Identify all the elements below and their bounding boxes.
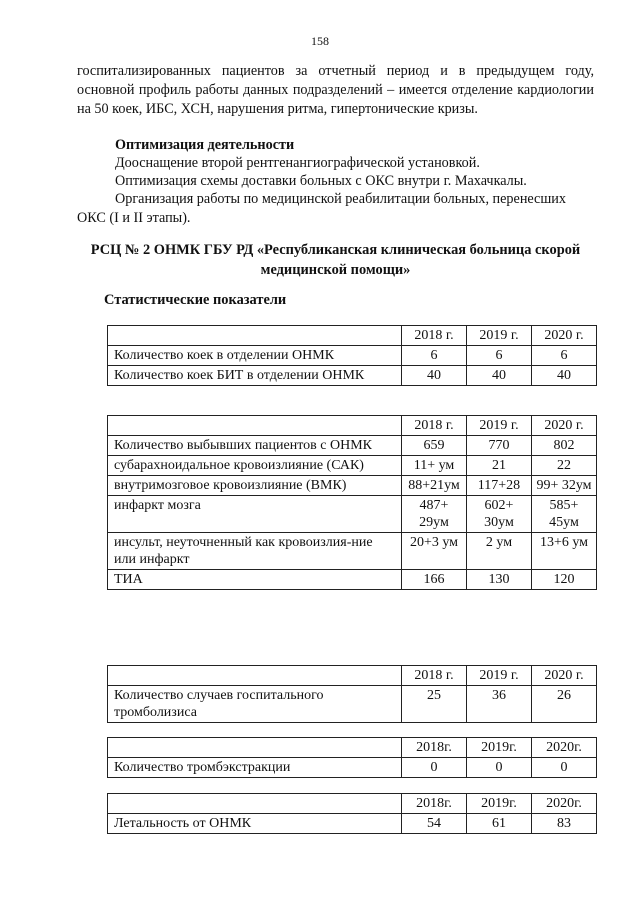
header-year-cell: 2019г. [467, 738, 532, 758]
row-value: 36 [467, 686, 532, 723]
row-label: субарахноидальное кровоизлияние (САК) [108, 456, 402, 476]
row-value: 99+ 32ум [532, 476, 597, 496]
header-year-cell: 2018 г. [402, 666, 467, 686]
table-row [108, 686, 597, 723]
row-value: 0 [402, 758, 467, 778]
header-year-cell: 2019г. [467, 794, 532, 814]
row-value: 585+ 45ум [532, 496, 597, 533]
table-row [108, 476, 597, 496]
table-row [108, 496, 597, 533]
row-value: 22 [532, 456, 597, 476]
thrombolysis-table [107, 665, 597, 723]
table-header-row [108, 666, 597, 686]
row-value: 117+28 [467, 476, 532, 496]
row-value: 487+ 29ум [402, 496, 467, 533]
header-year-cell: 2020г. [532, 794, 597, 814]
optimization-item: Организация работы по медицинской реабилитации больных, перенесших ОКС (I и II этапы). [77, 191, 566, 226]
discharged-table [107, 415, 597, 590]
header-year-cell: 2018 г. [402, 416, 467, 436]
row-label: Количество коек в отделении ОНМК [108, 346, 402, 366]
row-label: Количество тромбэкстракции [108, 758, 402, 778]
beds-table [107, 325, 597, 386]
table-header-row [108, 326, 597, 346]
row-value: 166 [402, 570, 467, 590]
row-value: 770 [467, 436, 532, 456]
thrombectomy-table [107, 737, 597, 778]
row-value: 6 [467, 346, 532, 366]
row-value: 11+ ум [402, 456, 467, 476]
row-value: 802 [532, 436, 597, 456]
row-value: 0 [467, 758, 532, 778]
page-number: 158 [311, 34, 329, 48]
row-value: 6 [402, 346, 467, 366]
table-row [108, 814, 597, 834]
row-value: 40 [402, 366, 467, 386]
row-value: 40 [532, 366, 597, 386]
row-value: 13+6 ум [532, 533, 597, 570]
row-value: 120 [532, 570, 597, 590]
optimization-item: Оптимизация схемы доставки больных с ОКС внутри г. Махачкалы. [115, 173, 527, 189]
header-empty-cell [108, 738, 402, 758]
row-value: 21 [467, 456, 532, 476]
row-value: 659 [402, 436, 467, 456]
row-label: Количество коек БИТ в отделении ОНМК [108, 366, 402, 386]
table-row [108, 366, 597, 386]
row-label: Летальность от ОНМК [108, 814, 402, 834]
row-value: 2 ум [467, 533, 532, 570]
row-value: 130 [467, 570, 532, 590]
row-value: 0 [532, 758, 597, 778]
header-year-cell: 2020г. [532, 738, 597, 758]
row-value: 20+3 ум [402, 533, 467, 570]
row-label: ТИА [108, 570, 402, 590]
row-value: 26 [532, 686, 597, 723]
row-label: Количество случаев госпитального тромболизиса [108, 686, 402, 723]
header-year-cell: 2018 г. [402, 326, 467, 346]
header-empty-cell [108, 416, 402, 436]
optimization-item: Дооснащение второй рентгенангиографической установкой. [115, 155, 480, 171]
header-year-cell: 2019 г. [467, 326, 532, 346]
table-row [108, 456, 597, 476]
header-year-cell: 2020 г. [532, 326, 597, 346]
table-header-row [108, 416, 597, 436]
header-year-cell: 2018г. [402, 738, 467, 758]
row-value: 83 [532, 814, 597, 834]
table-row [108, 533, 597, 570]
intro-paragraph: госпитализированных пациентов за отчетный период и в предыдущем году, основной профиль работы данных подразделений – имеется отделение кардиологии на 50 коек, ИБС, ХСН, нарушения ритма, гипертонические кризы. [77, 63, 594, 117]
row-value: 25 [402, 686, 467, 723]
header-empty-cell [108, 326, 402, 346]
header-year-cell: 2020 г. [532, 666, 597, 686]
row-value: 40 [467, 366, 532, 386]
header-year-cell: 2019 г. [467, 416, 532, 436]
row-value: 88+21ум [402, 476, 467, 496]
stats-heading: Статистические показатели [104, 292, 287, 308]
table-row [108, 570, 597, 590]
row-label: инсульт, неуточненный как кровоизлия-ние или инфаркт [108, 533, 402, 570]
row-label: Количество выбывших пациентов с ОНМК [108, 436, 402, 456]
table-header-row [108, 738, 597, 758]
header-empty-cell [108, 666, 402, 686]
row-value: 602+ 30ум [467, 496, 532, 533]
table-row [108, 758, 597, 778]
header-year-cell: 2019 г. [467, 666, 532, 686]
table-row [108, 436, 597, 456]
optimization-title: Оптимизация деятельности [115, 137, 295, 153]
row-label: инфаркт мозга [108, 496, 402, 533]
row-value: 6 [532, 346, 597, 366]
row-value: 61 [467, 814, 532, 834]
header-year-cell: 2020 г. [532, 416, 597, 436]
section-heading: РСЦ № 2 ОНМК ГБУ РД «Республиканская клиническая больница скорой медицинской помощи» [90, 242, 581, 278]
row-value: 54 [402, 814, 467, 834]
header-year-cell: 2018г. [402, 794, 467, 814]
mortality-table [107, 793, 597, 834]
table-row [108, 346, 597, 366]
row-label: внутримозговое кровоизлияние (ВМК) [108, 476, 402, 496]
table-header-row [108, 794, 597, 814]
header-empty-cell [108, 794, 402, 814]
